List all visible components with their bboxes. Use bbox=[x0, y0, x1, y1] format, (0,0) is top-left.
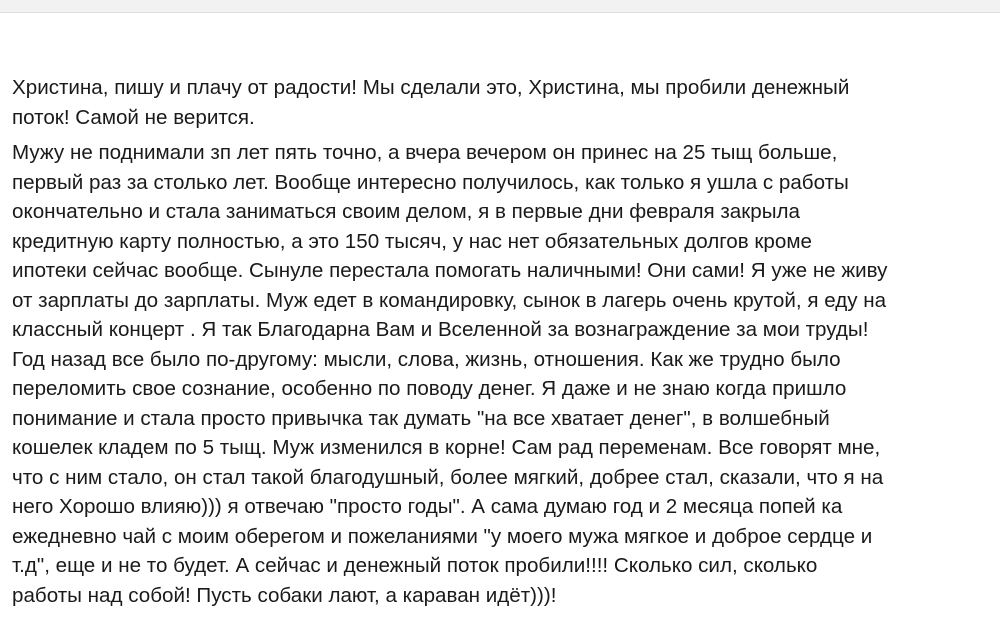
message-paragraph-2: Мужу не поднимали зп лет пять точно, а вчера вечером он принес на 25 тыщ больше, первый раз за столько лет. Вообще интересно получилось, как только я ушла с работы окончательно и стала заниматься своим делом, я в первые дни февраля закрыла кредитную карту полностью, а это 150 тысяч, у нас нет обязательных долгов кроме ипотеки сейчас вообще. Сынуле перестала помогать наличными! Они сами! Я уже не живу от зарплаты до зарплаты. Муж едет в командировку, сынок в лагерь очень крутой, я еду на классный концерт . Я так Благодарна Вам и Вселенной за вознаграждение за мои труды! Год назад все было по-другому: мысли, слова, жизнь, отношения. Как же трудно было переломить свое сознание, особенно по поводу денег. Я даже и не знаю когда пришло понимание и стала просто привычка так думать "на все хватает денег", в волшебный кошелек кладем по 5 тыщ. Муж изменился в корне! Сам рад переменам. Все говорят мне, что с ним стало, он стал такой благодушный, более мягкий, добрее стал, сказали, что я на него Хорошо влияю))) я отвечаю "просто годы". А сама думаю год и 2 месяца попей ка ежедневно чай с моим оберегом и пожеланиями "у моего мужа мягкое и доброе сердце и т.д", еще и не то будет. А сейчас и денежный поток пробили!!!! Сколько сил, сколько работы над собой! Пусть собаки лают, а караван идёт)))! bbox=[12, 141, 888, 607]
top-bar bbox=[0, 0, 1000, 13]
message-paragraph-1: Христина, пишу и плачу от радости! Мы сделали это, Христина, мы пробили денежный поток! Самой не верится. bbox=[12, 76, 850, 129]
message-text bbox=[12, 73, 987, 616]
